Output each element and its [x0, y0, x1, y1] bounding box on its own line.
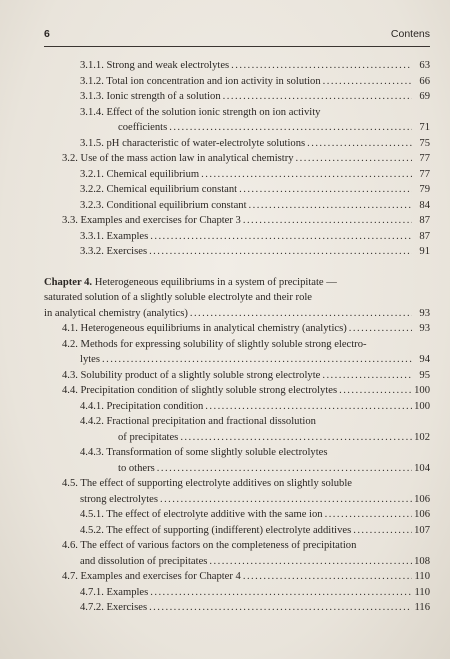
- toc-entry-text: 3.2.3. Conditional equilibrium constant: [80, 199, 247, 211]
- page-ref: 104: [414, 462, 430, 474]
- toc-entry: [44, 321, 430, 337]
- toc-entry-text: 4.7.1. Examples: [80, 586, 149, 598]
- chapter-title-line: saturated solution of a slightly soluble electrolyte and their role: [44, 292, 313, 303]
- leader-dots: [325, 507, 412, 523]
- toc-entry: [44, 399, 430, 415]
- toc-entry-text: 3.2. Use of the mass action law in analytical chemistry: [62, 153, 294, 164]
- toc-entry: [44, 337, 430, 368]
- toc-entry-text: 4.1. Heterogeneous equilibriums in analytical chemistry (analytics): [62, 323, 347, 334]
- leader-dots: [149, 244, 412, 260]
- leader-dots: [157, 461, 412, 477]
- page-ref: 77: [419, 153, 430, 164]
- leader-dots: [231, 58, 412, 74]
- toc-chapter-4: [44, 275, 430, 322]
- toc-entry-text: 3.1.1. Strong and weak electrolytes: [80, 60, 230, 71]
- page-ref: 75: [419, 137, 430, 149]
- page-ref: 66: [419, 75, 430, 87]
- toc-entry: [44, 368, 430, 384]
- leader-dots: [239, 182, 412, 198]
- leader-dots: [339, 383, 412, 399]
- leader-dots: [102, 352, 412, 368]
- leader-dots: [169, 120, 412, 136]
- toc-entry-text: 4.6. The effect of various factors on the completeness of precipitation: [62, 540, 357, 551]
- toc-entry: [44, 182, 430, 198]
- leader-dots: [243, 213, 412, 229]
- toc-entry: [44, 213, 430, 229]
- toc-entry-text: 4.4. Precipitation condition of slightly soluble strong electrolytes: [62, 385, 338, 396]
- toc-entry-text: 3.3. Examples and exercises for Chapter 3: [62, 215, 241, 226]
- page-ref: 91: [419, 246, 430, 257]
- toc-entry-text: 4.3. Solubility product of a slightly soluble strong electrolyte: [62, 369, 321, 381]
- toc-entry: [44, 569, 430, 585]
- leader-dots: [349, 321, 412, 337]
- running-title: Contens: [390, 28, 430, 40]
- toc-entry-text: lytes: [80, 354, 101, 365]
- toc-entry-text: 4.7. Examples and exercises for Chapter 4: [62, 571, 241, 582]
- toc-section-chapter4: [44, 321, 430, 616]
- toc-entry: [44, 523, 430, 539]
- leader-dots: [209, 554, 412, 570]
- leader-dots: [180, 430, 412, 446]
- leader-dots: [243, 569, 412, 585]
- toc-entry-text: coefficients: [118, 122, 168, 133]
- leader-dots: [190, 306, 412, 322]
- toc-entry: [44, 476, 430, 507]
- leader-dots: [149, 600, 412, 616]
- page-ref: 63: [419, 60, 430, 71]
- page-ref: 84: [419, 199, 430, 211]
- page-ref: 110: [414, 586, 430, 598]
- toc-entry-text: and dissolution of precipitates: [80, 555, 208, 567]
- toc-entry: [44, 74, 430, 90]
- leader-dots: [205, 399, 412, 415]
- toc-entry: [44, 244, 430, 260]
- toc-entry-text: 4.5.2. The effect of supporting (indifferent) electrolyte additives: [80, 524, 352, 536]
- leader-dots: [150, 229, 412, 245]
- page-ref: 93: [419, 307, 430, 319]
- toc-entry-text: 3.2.1. Chemical equilibrium: [80, 168, 200, 180]
- chapter-title-line: Heterogeneous equilibriums in a system of precipitate —: [94, 276, 337, 288]
- leader-dots: [201, 167, 412, 183]
- toc-entry: [44, 383, 430, 399]
- page-ref: 106: [414, 509, 430, 520]
- page-ref: 106: [414, 493, 430, 505]
- toc-entry: [44, 136, 430, 152]
- page-header: [44, 28, 430, 44]
- toc-entry-text: 3.1.2. Total ion concentration and ion activity in solution: [80, 75, 321, 87]
- header-rule: [44, 46, 430, 47]
- toc-entry-text: 3.2.2. Chemical equilibrium constant: [80, 184, 238, 195]
- toc-entry: [44, 167, 430, 183]
- page-number: 6: [44, 28, 50, 40]
- page-ref: 69: [419, 91, 430, 102]
- leader-dots: [307, 136, 412, 152]
- chapter-title-line: in analytical chemistry (analytics): [44, 307, 188, 319]
- page-ref: 116: [414, 602, 430, 613]
- toc-entry-text: 4.4.2. Fractional precipitation and fractional dissolution: [80, 416, 316, 427]
- toc-entry-text: to others: [118, 462, 155, 474]
- page-ref: 77: [419, 168, 430, 180]
- leader-dots: [223, 89, 412, 105]
- page-ref: 93: [419, 323, 430, 334]
- leader-dots: [160, 492, 412, 508]
- page-ref: 95: [419, 369, 430, 381]
- toc-entry-text: 4.4.1. Precipitation condition: [80, 400, 204, 412]
- section-gap: [44, 260, 430, 275]
- toc-section-chapter3: [44, 58, 430, 260]
- toc-entry-text: 4.2. Methods for expressing solubility of slightly soluble strong electro-: [62, 338, 367, 350]
- toc-entry: [44, 414, 430, 445]
- toc-entry-text: 4.4.3. Transformation of some slightly soluble electrolytes: [80, 447, 328, 458]
- page-ref: 108: [414, 555, 430, 567]
- toc-entry: [44, 105, 430, 136]
- page-ref: 110: [414, 571, 430, 582]
- toc-entry-text: of precipitates: [118, 431, 179, 443]
- page-ref: 87: [419, 230, 430, 242]
- leader-dots: [150, 585, 412, 601]
- page-ref: 107: [414, 524, 430, 536]
- page-ref: 102: [414, 431, 430, 443]
- toc-entry: [44, 229, 430, 245]
- toc-entry: [44, 507, 430, 523]
- toc-entry: [44, 89, 430, 105]
- toc-entry-text: strong electrolytes: [80, 493, 158, 505]
- page-ref: 79: [419, 184, 430, 195]
- toc-entry: [44, 585, 430, 601]
- leader-dots: [296, 151, 412, 167]
- leader-dots: [323, 74, 412, 90]
- toc-entry-text: 3.1.5. pH characteristic of water-electrolyte solutions: [80, 137, 306, 149]
- leader-dots: [249, 198, 412, 214]
- toc-entry: [44, 151, 430, 167]
- leader-dots: [322, 368, 412, 384]
- toc-entry-text: 4.7.2. Exercises: [80, 602, 148, 613]
- page-ref: 100: [414, 385, 430, 396]
- toc-entry-text: 3.1.4. Effect of the solution ionic strength on ion activity: [80, 106, 321, 118]
- toc-entry: [44, 198, 430, 214]
- toc-entry-text: 3.1.3. Ionic strength of a solution: [80, 91, 221, 102]
- toc-entry-text: 3.3.2. Exercises: [80, 246, 148, 257]
- page-ref: 94: [419, 354, 430, 365]
- toc-entry-text: 3.3.1. Examples: [80, 230, 149, 242]
- table-of-contents: [44, 58, 430, 616]
- toc-entry-text: 4.5. The effect of supporting electrolyte additives on slightly soluble: [62, 478, 352, 489]
- page-ref: 100: [414, 400, 430, 412]
- chapter-label: Chapter 4.: [44, 276, 93, 288]
- toc-entry: [44, 58, 430, 74]
- page-ref: 87: [419, 215, 430, 226]
- toc-entry: [44, 538, 430, 569]
- page-ref: 71: [419, 122, 430, 133]
- toc-entry-text: 4.5.1. The effect of electrolyte additive with the same ion: [80, 509, 323, 520]
- toc-entry: [44, 445, 430, 476]
- toc-entry: [44, 600, 430, 616]
- leader-dots: [353, 523, 412, 539]
